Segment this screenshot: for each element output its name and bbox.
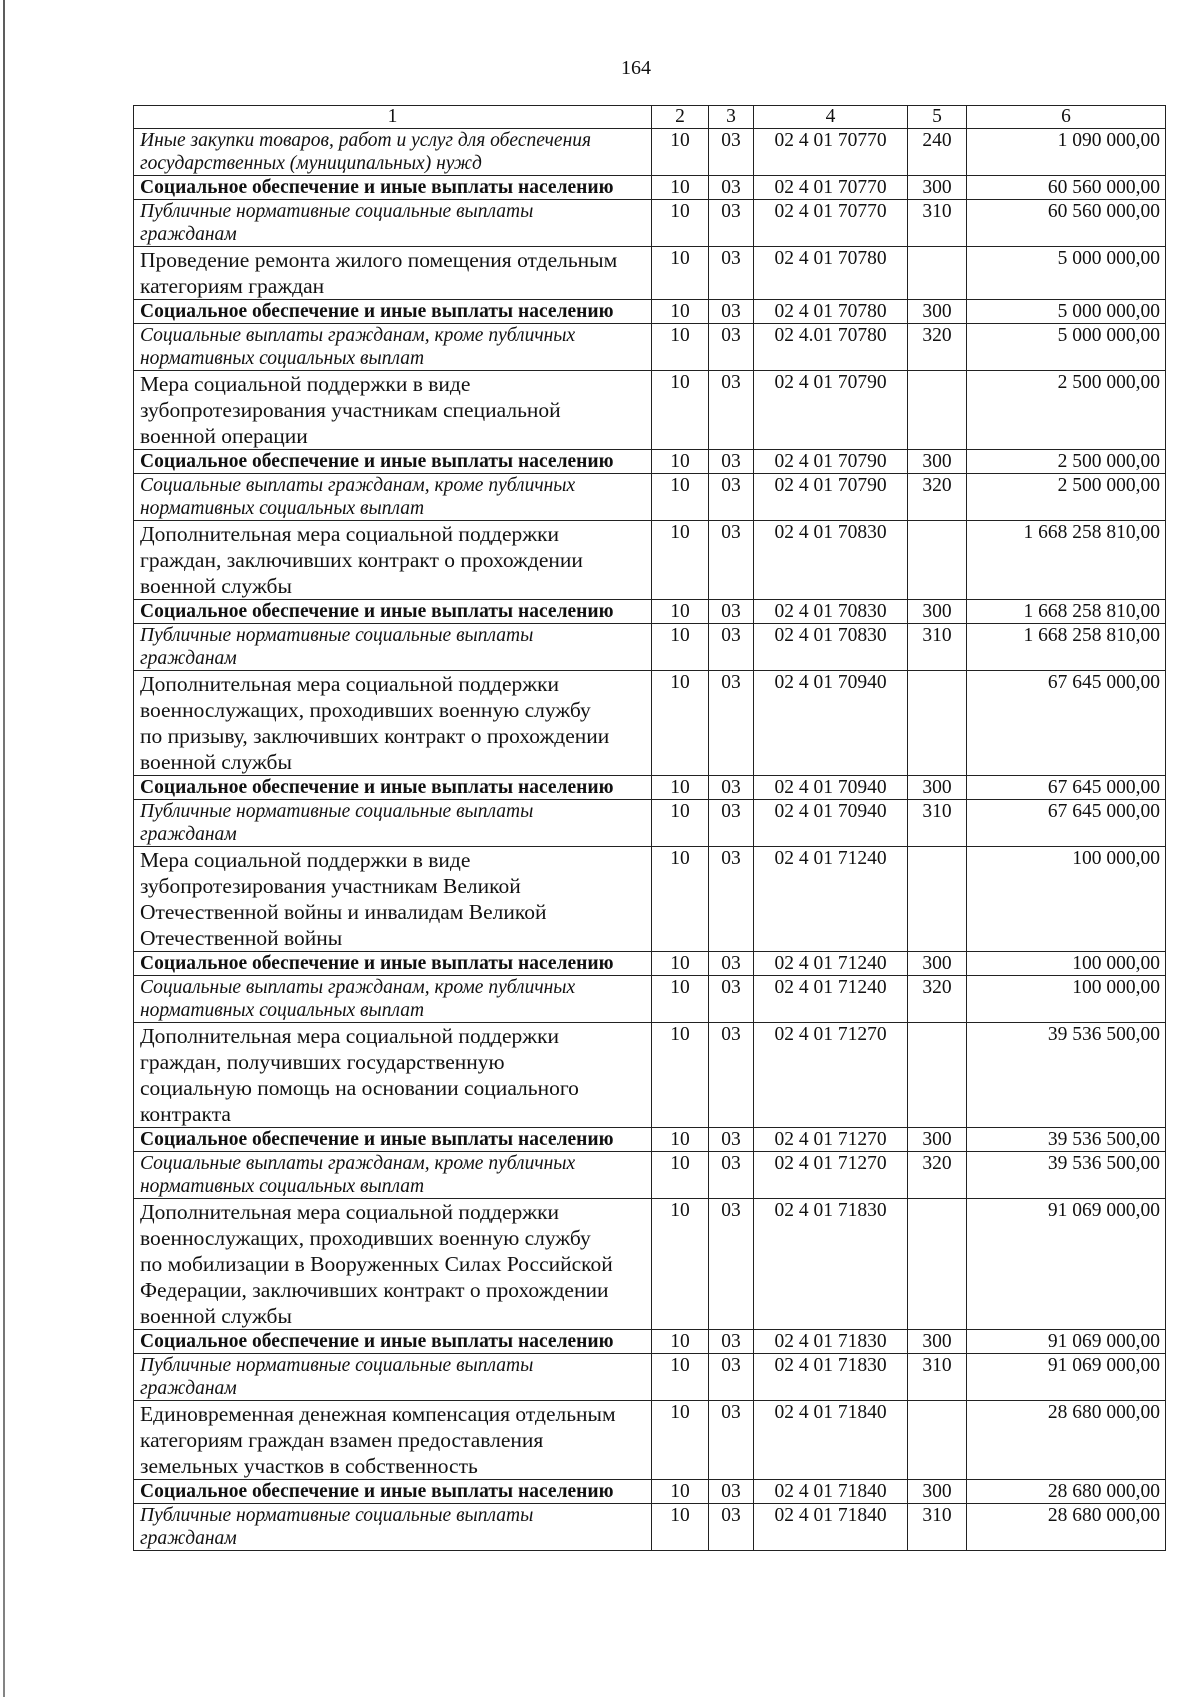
cell-subsection: 03 [709, 1401, 754, 1480]
cell-name [134, 129, 652, 176]
cell-subsection: 03 [709, 129, 754, 176]
table-row [134, 247, 1166, 300]
cell-target-code: 02 4 01 70830 [754, 600, 908, 624]
cell-subsection: 03 [709, 600, 754, 624]
cell-name-line: Проведение ремонта жилого помещения отдельным [140, 248, 618, 272]
cell-subsection: 03 [709, 300, 754, 324]
header-col-1: 1 [134, 106, 652, 129]
cell-name-line: Единовременная денежная компенсация отдельным [140, 1402, 616, 1426]
cell-name-line: военной операции [140, 424, 308, 448]
cell-subsection: 03 [709, 521, 754, 600]
cell-section: 10 [652, 1354, 709, 1401]
table-row [134, 300, 1166, 324]
cell-target-code: 02 4 01 70940 [754, 800, 908, 847]
cell-expense-type: 310 [908, 1504, 967, 1551]
cell-subsection: 03 [709, 1152, 754, 1199]
cell-target-code: 02 4 01 71840 [754, 1401, 908, 1480]
header-col-3: 3 [709, 106, 754, 129]
cell-name-line: Социальное обеспечение и иные выплаты населению [140, 1481, 614, 1502]
cell-amount: 39 536 500,00 [967, 1128, 1166, 1152]
cell-name-line: земельных участков в собственность [140, 1454, 478, 1478]
cell-subsection: 03 [709, 371, 754, 450]
cell-section: 10 [652, 371, 709, 450]
cell-expense-type: 300 [908, 1330, 967, 1354]
cell-target-code: 02 4 01 70770 [754, 129, 908, 176]
cell-section: 10 [652, 1023, 709, 1128]
cell-target-code: 02 4.01 70780 [754, 324, 908, 371]
header-col-4: 4 [754, 106, 908, 129]
cell-name-line: гражданам [140, 648, 237, 669]
cell-subsection: 03 [709, 1504, 754, 1551]
cell-name [134, 1128, 652, 1152]
cell-amount: 1 668 258 810,00 [967, 600, 1166, 624]
cell-subsection: 03 [709, 1128, 754, 1152]
cell-name-line: государственных (муниципальных) нужд [140, 153, 482, 174]
cell-subsection: 03 [709, 976, 754, 1023]
cell-name-line: Иные закупки товаров, работ и услуг для обеспечения [140, 130, 592, 151]
cell-target-code: 02 4 01 71830 [754, 1199, 908, 1330]
table-row [134, 1480, 1166, 1504]
cell-target-code: 02 4 01 70940 [754, 776, 908, 800]
page-number: 164 [621, 57, 651, 79]
cell-target-code: 02 4 01 70780 [754, 247, 908, 300]
table-row [134, 952, 1166, 976]
cell-name [134, 1330, 652, 1354]
table-row [134, 324, 1166, 371]
cell-target-code: 02 4 01 70790 [754, 371, 908, 450]
cell-target-code: 02 4 01 70780 [754, 300, 908, 324]
cell-expense-type: 300 [908, 1128, 967, 1152]
cell-section: 10 [652, 976, 709, 1023]
cell-section: 10 [652, 1199, 709, 1330]
cell-name [134, 371, 652, 450]
table-row [134, 176, 1166, 200]
cell-amount: 1 668 258 810,00 [967, 521, 1166, 600]
cell-subsection: 03 [709, 474, 754, 521]
cell-subsection: 03 [709, 671, 754, 776]
cell-subsection: 03 [709, 176, 754, 200]
cell-name-line: Дополнительная мера социальной поддержки [140, 522, 560, 546]
cell-name-line: Публичные нормативные социальные выплаты [140, 201, 534, 222]
cell-expense-type: 300 [908, 176, 967, 200]
cell-subsection: 03 [709, 1330, 754, 1354]
cell-subsection: 03 [709, 1023, 754, 1128]
table-row [134, 976, 1166, 1023]
cell-target-code: 02 4 01 70790 [754, 474, 908, 521]
cell-expense-type [908, 671, 967, 776]
cell-name-line: гражданам [140, 224, 237, 245]
cell-subsection: 03 [709, 624, 754, 671]
table-row [134, 1152, 1166, 1199]
cell-target-code: 02 4 01 71240 [754, 976, 908, 1023]
cell-target-code: 02 4 01 70770 [754, 176, 908, 200]
cell-amount: 5 000 000,00 [967, 324, 1166, 371]
table-row [134, 671, 1166, 776]
cell-name [134, 247, 652, 300]
cell-amount: 100 000,00 [967, 952, 1166, 976]
cell-section: 10 [652, 247, 709, 300]
cell-name-line: Отечественной войны [140, 926, 343, 950]
cell-name-line: гражданам [140, 824, 237, 845]
cell-amount: 28 680 000,00 [967, 1401, 1166, 1480]
cell-section: 10 [652, 300, 709, 324]
cell-amount: 2 500 000,00 [967, 371, 1166, 450]
cell-name [134, 1480, 652, 1504]
cell-expense-type: 300 [908, 300, 967, 324]
cell-section: 10 [652, 1330, 709, 1354]
cell-name-line: военнослужащих, проходивших военную службу [140, 698, 591, 722]
cell-section: 10 [652, 1504, 709, 1551]
table-row [134, 624, 1166, 671]
cell-amount: 60 560 000,00 [967, 200, 1166, 247]
cell-name-line: Публичные нормативные социальные выплаты [140, 801, 534, 822]
cell-section: 10 [652, 600, 709, 624]
cell-expense-type: 300 [908, 450, 967, 474]
cell-section: 10 [652, 521, 709, 600]
cell-expense-type: 320 [908, 324, 967, 371]
table-row [134, 1199, 1166, 1330]
cell-name-line: Социальные выплаты гражданам, кроме публичных [140, 977, 576, 998]
cell-name-line: Мера социальной поддержки в виде [140, 848, 471, 872]
cell-section: 10 [652, 800, 709, 847]
cell-expense-type: 300 [908, 600, 967, 624]
cell-name-line: Дополнительная мера социальной поддержки [140, 672, 560, 696]
cell-target-code: 02 4 01 71240 [754, 952, 908, 976]
cell-amount: 67 645 000,00 [967, 800, 1166, 847]
cell-name [134, 624, 652, 671]
table-row [134, 371, 1166, 450]
table-row [134, 200, 1166, 247]
cell-name-line: Публичные нормативные социальные выплаты [140, 1355, 534, 1376]
cell-name [134, 600, 652, 624]
cell-expense-type: 300 [908, 1480, 967, 1504]
cell-subsection: 03 [709, 952, 754, 976]
cell-name-line: военной службы [140, 750, 292, 774]
cell-name-line: Дополнительная мера социальной поддержки [140, 1200, 560, 1224]
cell-name-line: Социальное обеспечение и иные выплаты населению [140, 601, 614, 622]
cell-section: 10 [652, 129, 709, 176]
cell-name [134, 300, 652, 324]
table-row [134, 1504, 1166, 1551]
cell-name-line: Публичные нормативные социальные выплаты [140, 1505, 534, 1526]
table-body [134, 129, 1166, 1551]
cell-name [134, 847, 652, 952]
cell-target-code: 02 4 01 71840 [754, 1504, 908, 1551]
cell-name-line: граждан, заключивших контракт о прохождении [140, 548, 583, 572]
cell-name-line: контракта [140, 1102, 231, 1126]
cell-target-code: 02 4 01 71830 [754, 1330, 908, 1354]
table-header-row [134, 106, 1166, 129]
cell-amount: 100 000,00 [967, 976, 1166, 1023]
cell-name-line: военной службы [140, 574, 292, 598]
cell-expense-type [908, 247, 967, 300]
cell-name [134, 1504, 652, 1551]
cell-name-line: военной службы [140, 1304, 292, 1328]
cell-name-line: Отечественной войны и инвалидам Великой [140, 900, 547, 924]
cell-name-line: Социальное обеспечение и иные выплаты населению [140, 777, 614, 798]
cell-name-line: Социальное обеспечение и иные выплаты населению [140, 1129, 614, 1150]
cell-amount: 2 500 000,00 [967, 474, 1166, 521]
cell-amount: 28 680 000,00 [967, 1480, 1166, 1504]
cell-expense-type: 320 [908, 1152, 967, 1199]
cell-section: 10 [652, 1401, 709, 1480]
cell-name-line: нормативных социальных выплат [140, 1176, 425, 1197]
cell-amount: 67 645 000,00 [967, 671, 1166, 776]
cell-subsection: 03 [709, 450, 754, 474]
cell-expense-type: 310 [908, 200, 967, 247]
cell-name [134, 1023, 652, 1128]
cell-name-line: по призыву, заключивших контракт о прохождении [140, 724, 610, 748]
cell-name [134, 474, 652, 521]
cell-amount: 60 560 000,00 [967, 176, 1166, 200]
cell-section: 10 [652, 324, 709, 371]
cell-expense-type: 320 [908, 474, 967, 521]
cell-section: 10 [652, 671, 709, 776]
cell-name [134, 1199, 652, 1330]
cell-target-code: 02 4 01 70940 [754, 671, 908, 776]
cell-target-code: 02 4 01 70830 [754, 624, 908, 671]
cell-name [134, 976, 652, 1023]
cell-expense-type [908, 521, 967, 600]
table-row [134, 1330, 1166, 1354]
cell-name-line: Социальные выплаты гражданам, кроме публичных [140, 1153, 576, 1174]
cell-section: 10 [652, 624, 709, 671]
cell-name-line: Социальные выплаты гражданам, кроме публичных [140, 475, 576, 496]
cell-expense-type: 310 [908, 624, 967, 671]
cell-amount: 1 090 000,00 [967, 129, 1166, 176]
cell-section: 10 [652, 474, 709, 521]
cell-name [134, 200, 652, 247]
cell-section: 10 [652, 450, 709, 474]
cell-name-line: граждан, получивших государственную [140, 1050, 505, 1074]
table-row [134, 450, 1166, 474]
cell-target-code: 02 4 01 71240 [754, 847, 908, 952]
cell-name [134, 800, 652, 847]
cell-target-code: 02 4 01 70790 [754, 450, 908, 474]
cell-target-code: 02 4 01 70830 [754, 521, 908, 600]
cell-target-code: 02 4 01 70770 [754, 200, 908, 247]
table-row [134, 800, 1166, 847]
cell-name [134, 776, 652, 800]
cell-subsection: 03 [709, 800, 754, 847]
table-row [134, 474, 1166, 521]
cell-expense-type: 240 [908, 129, 967, 176]
cell-name-line: категориям граждан взамен предоставления [140, 1428, 544, 1452]
cell-name-line: гражданам [140, 1528, 237, 1549]
cell-subsection: 03 [709, 1480, 754, 1504]
cell-target-code: 02 4 01 71270 [754, 1152, 908, 1199]
table-row [134, 1023, 1166, 1128]
cell-name [134, 952, 652, 976]
cell-name-line: Социальное обеспечение и иные выплаты населению [140, 301, 614, 322]
cell-amount: 91 069 000,00 [967, 1330, 1166, 1354]
table-row [134, 1401, 1166, 1480]
cell-subsection: 03 [709, 776, 754, 800]
cell-amount: 2 500 000,00 [967, 450, 1166, 474]
cell-subsection: 03 [709, 1199, 754, 1330]
cell-expense-type [908, 1023, 967, 1128]
cell-name-line: нормативных социальных выплат [140, 498, 425, 519]
cell-name-line: Публичные нормативные социальные выплаты [140, 625, 534, 646]
header-col-5: 5 [908, 106, 967, 129]
cell-name-line: категориям граждан [140, 274, 325, 298]
cell-name-line: нормативных социальных выплат [140, 348, 425, 369]
cell-expense-type: 320 [908, 976, 967, 1023]
cell-expense-type: 310 [908, 800, 967, 847]
cell-amount: 100 000,00 [967, 847, 1166, 952]
cell-name-line: Социальное обеспечение и иные выплаты населению [140, 1331, 614, 1352]
cell-section: 10 [652, 1480, 709, 1504]
cell-name-line: по мобилизации в Вооруженных Силах Российской [140, 1252, 613, 1276]
cell-expense-type [908, 1199, 967, 1330]
cell-expense-type [908, 371, 967, 450]
cell-section: 10 [652, 776, 709, 800]
cell-name-line: зубопротезирования участникам специальной [140, 398, 561, 422]
header-col-6: 6 [967, 106, 1166, 129]
cell-name [134, 324, 652, 371]
cell-amount: 1 668 258 810,00 [967, 624, 1166, 671]
cell-name-line: гражданам [140, 1378, 237, 1399]
cell-name-line: Социальное обеспечение и иные выплаты населению [140, 177, 614, 198]
table-row [134, 847, 1166, 952]
cell-section: 10 [652, 1128, 709, 1152]
cell-name [134, 671, 652, 776]
cell-target-code: 02 4 01 71270 [754, 1128, 908, 1152]
cell-section: 10 [652, 1152, 709, 1199]
cell-name-line: Мера социальной поддержки в виде [140, 372, 471, 396]
cell-name-line: Социальное обеспечение и иные выплаты населению [140, 953, 614, 974]
cell-amount: 5 000 000,00 [967, 300, 1166, 324]
cell-name-line: нормативных социальных выплат [140, 1000, 425, 1021]
cell-amount: 39 536 500,00 [967, 1023, 1166, 1128]
cell-subsection: 03 [709, 324, 754, 371]
table-row [134, 600, 1166, 624]
cell-name-line: зубопротезирования участникам Великой [140, 874, 521, 898]
cell-name [134, 521, 652, 600]
cell-name-line: Социальные выплаты гражданам, кроме публичных [140, 325, 576, 346]
table-row [134, 1354, 1166, 1401]
cell-name [134, 1354, 652, 1401]
cell-expense-type: 300 [908, 952, 967, 976]
cell-section: 10 [652, 200, 709, 247]
cell-name [134, 1401, 652, 1480]
cell-target-code: 02 4 01 71840 [754, 1480, 908, 1504]
table-row [134, 776, 1166, 800]
cell-name-line: социальную помощь на основании социального [140, 1076, 579, 1100]
scan-edge [3, 0, 5, 1697]
header-col-2: 2 [652, 106, 709, 129]
cell-subsection: 03 [709, 847, 754, 952]
cell-expense-type: 300 [908, 776, 967, 800]
cell-amount: 39 536 500,00 [967, 1152, 1166, 1199]
cell-name [134, 176, 652, 200]
cell-subsection: 03 [709, 1354, 754, 1401]
cell-amount: 28 680 000,00 [967, 1504, 1166, 1551]
cell-name-line: Федерации, заключивших контракт о прохождении [140, 1278, 609, 1302]
table-row [134, 1128, 1166, 1152]
cell-name-line: Социальное обеспечение и иные выплаты населению [140, 451, 614, 472]
table-row [134, 521, 1166, 600]
cell-amount: 91 069 000,00 [967, 1199, 1166, 1330]
cell-name-line: Дополнительная мера социальной поддержки [140, 1024, 560, 1048]
cell-amount: 91 069 000,00 [967, 1354, 1166, 1401]
cell-subsection: 03 [709, 247, 754, 300]
cell-section: 10 [652, 847, 709, 952]
cell-name [134, 1152, 652, 1199]
cell-name [134, 450, 652, 474]
budget-table [133, 105, 1166, 1551]
cell-name-line: военнослужащих, проходивших военную службу [140, 1226, 591, 1250]
cell-expense-type [908, 847, 967, 952]
cell-expense-type: 310 [908, 1354, 967, 1401]
cell-target-code: 02 4 01 71830 [754, 1354, 908, 1401]
cell-amount: 5 000 000,00 [967, 247, 1166, 300]
cell-section: 10 [652, 176, 709, 200]
cell-section: 10 [652, 952, 709, 976]
cell-amount: 67 645 000,00 [967, 776, 1166, 800]
cell-target-code: 02 4 01 71270 [754, 1023, 908, 1128]
cell-subsection: 03 [709, 200, 754, 247]
table-row [134, 129, 1166, 176]
cell-expense-type [908, 1401, 967, 1480]
